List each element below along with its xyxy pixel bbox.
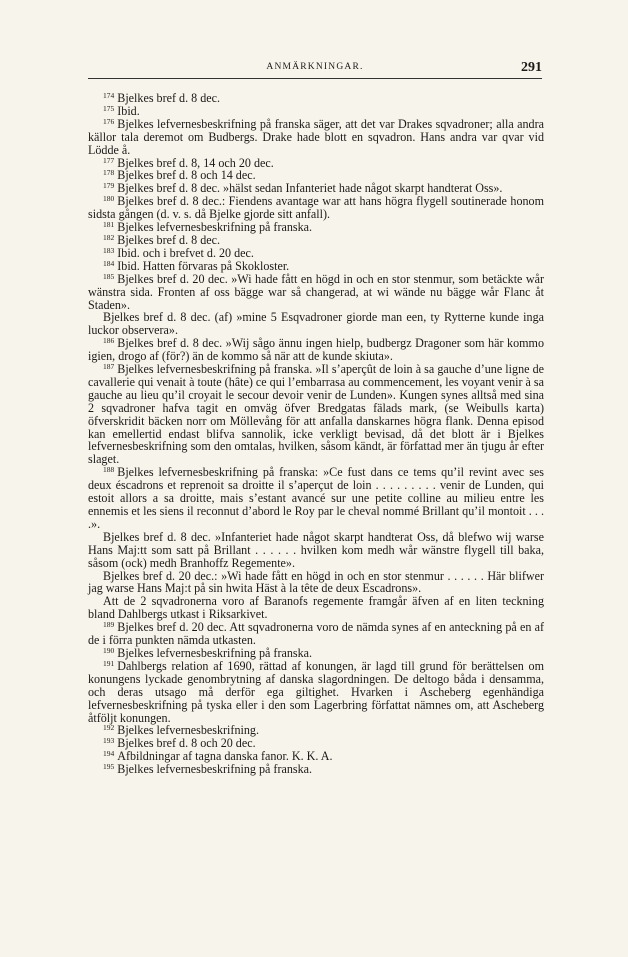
footnote-text: Bjelkes lefvernesbeskrifning på franska. [117,220,313,235]
footnote [88,531,544,570]
footnote-number: 174 [103,91,115,100]
footnote-text: Afbildningar af tagna danska fanor. K. K. A. [117,749,333,764]
footnote-number: 185 [103,271,115,281]
footnote-text: Att de 2 sqvadronerna voro af Baranofs regemente framgår äfven af en liten teckning bland Dahlbergs utkast i Riksarkivet. [88,594,544,622]
footnote-text: Ibid. [117,103,140,118]
footnote-text: Ibid. och i brefvet d. 20 dec. [117,245,254,260]
footnote-text: Bjelkes bref d. 8 dec. »Wij sågo ännu ingen hielp, budbergz Dragoner som här kommo igien, drogo af (för?) än de kommo så när att de kunde skiuta». [88,336,544,364]
footnote [88,595,544,621]
footnote-number: 184 [103,258,115,268]
footnote-number: 189 [103,620,115,630]
footnote-number: 181 [103,220,115,230]
footnote-text: Bjelkes lefvernesbeskrifning på franska: »Ce fust dans ce tems qu’il revint avec ses deux éscadrons et reprenoit sa droitte il s’aperçut de loin . . . . . . . . . venir de Lunden, qui estoit allors a sa droitte, mais s’estant avancé sur une petite colline au milieu entre les ennemis et les siens il reconnut d’abord le Roy par le cheval nommé Brillant qu’il montoit . . . .». [88,465,544,531]
page-number: 291 [521,60,542,75]
footnote [88,763,544,776]
footnote-text: Bjelkes bref d. 20 dec. Att sqvadronerna voro de nämda synes af en anteckning på en af de i förra punkten nämda utkasten. [88,620,544,648]
running-head: ANMÄRKNINGAR. [266,62,364,72]
footnote-number: 186 [103,336,115,346]
footnote-text: Bjelkes bref d. 8 dec. [117,232,221,247]
footnote-number: 194 [103,749,115,759]
footnote [88,466,544,531]
footnote-number: 180 [103,194,115,204]
footnote-number: 193 [103,736,115,746]
footnote [88,570,544,596]
footnote-number: 188 [103,465,115,475]
footnote-text: Bjelkes bref d. 8 dec. »Infanteriet hade något skarpt handterat Oss, då blefwo wij warse Hans Maj:tt som satt på Brillant . . . . . . hvilken kom medh wår wänstre flygell till baka, såsom (ock) medh Branhoffz Regemente». [88,529,544,570]
footnote-text: Bjelkes bref d. 8 dec. »hälst sedan Infanteriet hade något skarpt handterat Oss». [117,181,503,196]
footnote-text: Bjelkes bref d. 8, 14 och 20 dec. [117,155,274,170]
footnotes [88,92,544,776]
footnote-number: 178 [103,168,115,178]
footnote-text: Bjelkes bref d. 8 och 20 dec. [117,736,256,751]
footnote-text: Bjelkes bref d. 8 dec. (af) »mine 5 Esqvadroner giorde man een, ty Rytterne kunde inga luckor observera». [88,310,544,338]
footnote-text: Bjelkes bref d. 20 dec.: »Wi hade fått en högd in och en stor stenmur . . . . . . Här blifwer jag warse Hans Maj:t på sin hwita Häst à la tête de deux Escadrons». [88,568,544,596]
footnote-text: Bjelkes lefvernesbeskrifning på franska. [117,762,313,777]
footnote-number: 183 [103,245,115,255]
footnote [88,621,544,647]
footnote [88,337,544,363]
footnote-text: Bjelkes lefvernesbeskrifning på franska. »Il s’aperçût de loin à sa gauche d’une ligne de cavallerie qui venait à toute (hâte) ce qui l’embarrasa au commencement, les voyant venir à sa gauche au lieu qu’il croyait le secour devoir venir de Lunden». Kungen synes alltså med sina 2 sqvadroner hafva tagit en omväg öfver Bredgatas fälads mark, (se Weibulls karta) öfverskridit bäcken norr om Möllevång för att anfalla danskarnes högra flank. Denna episod kan emellertid endast blifva sannolik, icke verkligt bevisad, då det blott är i Bjelkes lefvernesbeskrifning som den omtalas, hvilken, såsom kändt, är författad mer än tjugu år efter slaget. [88,362,544,467]
footnote-number: 195 [103,762,115,772]
footnote-text: Dahlbergs relation af 1690, rättad af konungen, är lagd till grund för berättelsen om konungens lyckade genombrytning af danska slagordningen. De deltogo båda i densamma, och deras utsago må derför ega giltighet. Hvarken i Ascheberg egenhändiga lefvernesbeskrifning på tyska eller i den som Lagerbring författat nämnes om, att Ascheberg åtföljt konungen. [88,658,544,725]
footnote-text: Bjelkes lefvernesbeskrifning på franska. [117,645,313,660]
footnote-text: Bjelkes lefvernesbeskrifning på franska säger, att det var Drakes sqvadroner; alla andra källor tala deremot om Budbergs. Drake hade blott en sqvadron. Hans andra var qvar vid Lödde å. [88,116,544,157]
footnote-text: Bjelkes bref d. 20 dec. »Wi hade fått en högd in och en stor stenmur, som betäckte wår wänstra sida. Fronten af oss bägge war så changerad, at wi wände nu bägge wår Flanc åt Staden». [88,271,544,312]
footnote-number: 192 [103,723,115,733]
footnote-number: 182 [103,232,115,242]
footnote-number: 175 [103,103,115,113]
footnote-text: Bjelkes lefvernesbeskrifning. [117,723,259,738]
footnote-text: Bjelkes bref d. 8 och 14 dec. [117,168,256,183]
footnote [88,311,544,337]
footnote-number: 187 [103,362,115,372]
footnote [88,195,544,221]
footnote-text: Ibid. Hatten förvaras på Skokloster. [117,258,290,273]
footnote-number: 190 [103,645,115,655]
footnote-number: 176 [103,116,115,126]
footnote-text: Bjelkes bref d. 8 dec. [117,91,221,105]
footnote [88,118,544,157]
footnote-number: 191 [103,658,115,668]
footnote [88,92,544,105]
page-header [88,60,542,79]
footnote [88,660,544,725]
footnote-number: 179 [103,181,115,191]
footnote [88,363,544,466]
footnote-text: Bjelkes bref d. 8 dec.: Fiendens avantage war att hans högra flygell soutinerade honom sidsta gången (d. v. s. då Bjelke gjorde sitt anfall). [88,194,544,222]
footnote-number: 177 [103,155,115,165]
footnote [88,273,544,312]
